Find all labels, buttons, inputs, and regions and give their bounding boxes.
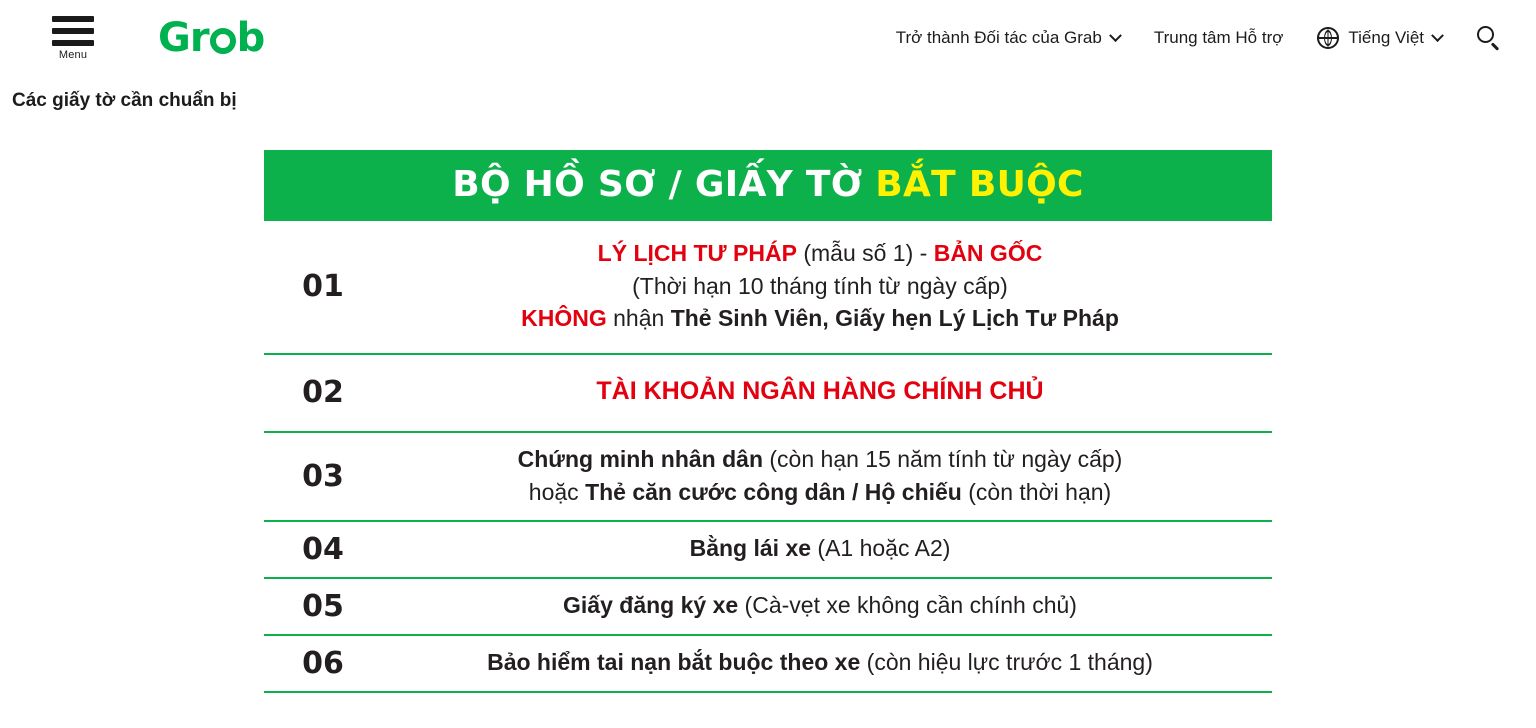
grab-logo-text-before: Gr bbox=[158, 15, 209, 61]
row1-line1-c: BẢN GỐC bbox=[933, 240, 1043, 266]
row6-line1-b: (còn hiệu lực trước 1 tháng) bbox=[860, 649, 1153, 676]
nav-item-language[interactable] bbox=[1317, 27, 1442, 49]
row1-line3-c: Thẻ Sinh Viên, Giấy hẹn Lý Lịch Tư Pháp bbox=[670, 305, 1119, 332]
table-row-content bbox=[382, 636, 1272, 691]
page-title: Các giấy tờ cần chuẩn bị bbox=[12, 90, 237, 111]
table-row bbox=[264, 636, 1272, 693]
nav-item-language-label: Tiếng Việt bbox=[1348, 28, 1424, 47]
nav-item-become-partner-label: Trở thành Đối tác của Grab bbox=[895, 28, 1102, 47]
table-row-number: 02 bbox=[302, 375, 344, 411]
row2-line1: TÀI KHOẢN NGÂN HÀNG CHÍNH CHỦ bbox=[596, 377, 1044, 406]
globe-icon bbox=[1317, 27, 1339, 49]
row5-line1-a: Giấy đăng ký xe bbox=[563, 592, 739, 619]
nav-item-help-center-label: Trung tâm Hỗ trợ bbox=[1153, 28, 1284, 47]
row3-line2-c: (còn thời hạn) bbox=[961, 478, 1112, 505]
search-icon[interactable] bbox=[1476, 25, 1502, 51]
required-documents-table bbox=[264, 150, 1272, 693]
row3-line2-a: hoặc bbox=[528, 478, 586, 505]
grab-logo-text-after: b bbox=[236, 15, 265, 61]
row1-line2: (Thời hạn 10 tháng tính từ ngày cấp) bbox=[632, 272, 1008, 299]
chevron-down-icon bbox=[1109, 29, 1122, 42]
hamburger-icon bbox=[52, 16, 94, 46]
row4-line1-a: Bằng lái xe bbox=[689, 535, 812, 562]
row1-line3-a: KHÔNG bbox=[521, 305, 607, 332]
table-row-content bbox=[382, 433, 1272, 520]
nav-item-become-partner[interactable] bbox=[896, 28, 1120, 48]
row1-line1-b: (mẫu số 1) - bbox=[796, 240, 934, 266]
table-row-content bbox=[382, 522, 1272, 577]
row1-line3-b: nhận bbox=[606, 305, 671, 332]
row4-line1-b: (A1 hoặc A2) bbox=[811, 535, 951, 562]
table-row bbox=[264, 355, 1272, 433]
grab-logo[interactable] bbox=[158, 15, 265, 61]
table-row bbox=[264, 579, 1272, 636]
table-row-number: 03 bbox=[302, 459, 344, 495]
table-row bbox=[264, 221, 1272, 355]
table-row-number: 06 bbox=[302, 646, 344, 682]
row3-line1-b: (còn hạn 15 năm tính từ ngày cấp) bbox=[763, 445, 1123, 472]
documents-banner-title bbox=[264, 150, 1272, 221]
row3-line1-a: Chứng minh nhân dân bbox=[517, 445, 763, 472]
site-header bbox=[0, 0, 1536, 76]
table-row bbox=[264, 433, 1272, 522]
row1-line1-a: LÝ LỊCH TƯ PHÁP bbox=[597, 240, 797, 266]
table-row-content bbox=[382, 579, 1272, 634]
table-row-content bbox=[382, 221, 1272, 353]
table-row-number: 04 bbox=[302, 532, 344, 568]
primary-nav bbox=[896, 25, 1502, 51]
row3-line2-b: Thẻ căn cước công dân / Hộ chiếu bbox=[585, 478, 962, 505]
row5-line1-b: (Cà-vẹt xe không cần chính chủ) bbox=[738, 592, 1077, 619]
nav-item-help-center[interactable] bbox=[1154, 28, 1284, 48]
chevron-down-icon bbox=[1431, 29, 1444, 42]
row6-line1-a: Bảo hiểm tai nạn bắt buộc theo xe bbox=[487, 649, 861, 676]
documents-banner-title-highlight: BẮT BUỘC bbox=[875, 164, 1084, 205]
table-row-number: 05 bbox=[302, 589, 344, 625]
table-row-content bbox=[382, 364, 1272, 422]
grab-logo-text bbox=[158, 15, 265, 61]
documents-banner-title-main: BỘ HỒ SƠ / GIẤY TỜ bbox=[452, 164, 876, 205]
menu-button-label: Menu bbox=[58, 48, 88, 61]
table-row-number: 01 bbox=[302, 269, 344, 305]
grab-logo-ring-icon bbox=[210, 28, 236, 54]
menu-button[interactable] bbox=[44, 16, 102, 61]
table-row bbox=[264, 522, 1272, 579]
